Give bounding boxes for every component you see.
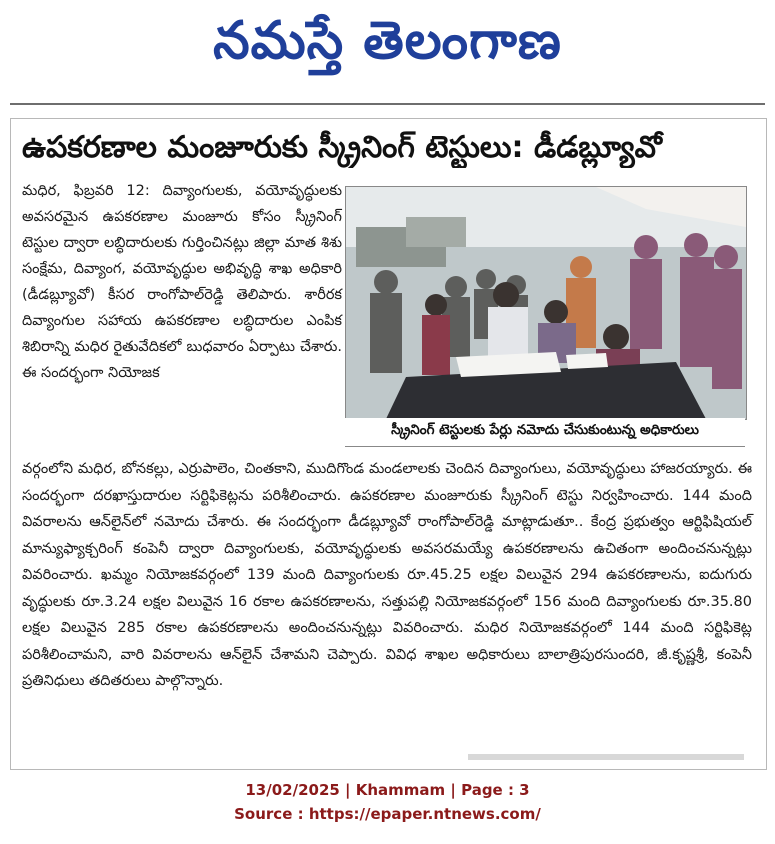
article-photo — [345, 186, 747, 420]
next-clipping-edge — [468, 754, 744, 760]
footer-source: Source : https://epaper.ntnews.com/ — [234, 805, 541, 823]
masthead-divider — [10, 103, 765, 105]
article-headline: ఉపకరణాల మంజూరుకు స్క్రీనింగ్ టెస్టులు: డీడబ్ల్యూవో — [22, 130, 662, 165]
newspaper-logo: నమస్తే తెలంగాణ — [213, 11, 562, 71]
photo-illustration — [346, 187, 746, 419]
photo-caption: స్క్రీనింగ్ టెస్టులకు పేర్లు నమోదు చేసుకుంటున్న అధికారులు — [391, 422, 699, 438]
masthead — [0, 0, 775, 82]
article-body-column: మధిర, ఫిబ్రవరి 12: దివ్యాంగులకు, వయోవృద్ధులకు అవసరమైన ఉపకరణాల మంజూరు కోసం స్క్రీనింగ్ టెస్టుల ద్వారా లబ్ధిదారులకు గుర్తించినట్లు జిల్లా మాత శిశు సంక్షేమ, దివ్యాంగ, వయోవృద్ధుల అభివృద్ధి శాఖ అధికారి (డీడబ్ల్యూవో) కీసర రాంగోపాల్‌రెడ్డి తెలిపారు. శారీరక దివ్యాంగుల సహాయ ఉపకరణాల లబ్ధిదారుల ఎంపిక శిబిరాన్ని మధిర రైతువేదికలో బుధవారం ఏర్పాటు చేశారు. ఈ సందర్భంగా నియోజక — [22, 183, 342, 381]
article-body-fullwidth: వర్గంలోని మధిర, బోనకల్లు, ఎర్రుపాలెం, చింతకాని, ముదిగొండ మండలాలకు చెందిన దివ్యాంగులు, వయోవృద్ధులు హాజరయ్యారు. ఈ సందర్భంగా దరఖాస్తుదారుల సర్టిఫికెట్లను పరిశీలించారు. ఉపకరణాల మంజూరుకు స్క్రీనింగ్ టెస్టు నిర్వహించారు. 144 మంది వివరాలను ఆన్‌లైన్‌లో నమోదు చేశారు. ఈ సందర్భంగా డీడబ్ల్యూవో రాంగోపాల్‌రెడ్డి మాట్లాడుతూ.. కేంద్ర ప్రభుత్వం ఆర్టిఫిషియల్ మాన్యుఫ్యాక్చరింగ్ కంపెనీ ద్వారా దివ్యాంగులకు, వయోవృద్ధులకు అవసరమయ్యే ఉపకరణాలను ఉచితంగా అందించనున్నట్లు వివరించారు. ఖమ్మం నియోజకవర్గంలో 139 మంది దివ్యాంగులకు రూ.45.25 లక్షల విలువైన 294 ఉపకరణాలను, ఐదుగురు వృద్ధులకు రూ.3.24 లక్షల విలువైన 16 రకాల ఉపకరణాలను, సత్తుపల్లి నియోజకవర్గంలో 156 మంది దివ్యాంగులకు రూ.35.80 లక్షల విలువైన 285 రకాల ఉపకరణాలను అందించనున్నట్లు వివరించారు. మధిర నియోజకవర్గంలో 144 మంది సర్టిఫికెట్ల పరిశీలించామని, వారి వివరాలను ఆన్‌లైన్ చేశామని చెప్పారు. వివిధ శాఖల అధికారులు బాలాత్రిపురసుందరి, జీ.కృష్ణశ్రీ, కంపెనీ ప్రతినిధులు తదితరులు పాల్గొన్నారు. — [22, 461, 752, 689]
photo-caption-bar — [345, 418, 745, 447]
footer-date-edition: 13/02/2025 | Khammam | Page : 3 — [245, 781, 530, 799]
